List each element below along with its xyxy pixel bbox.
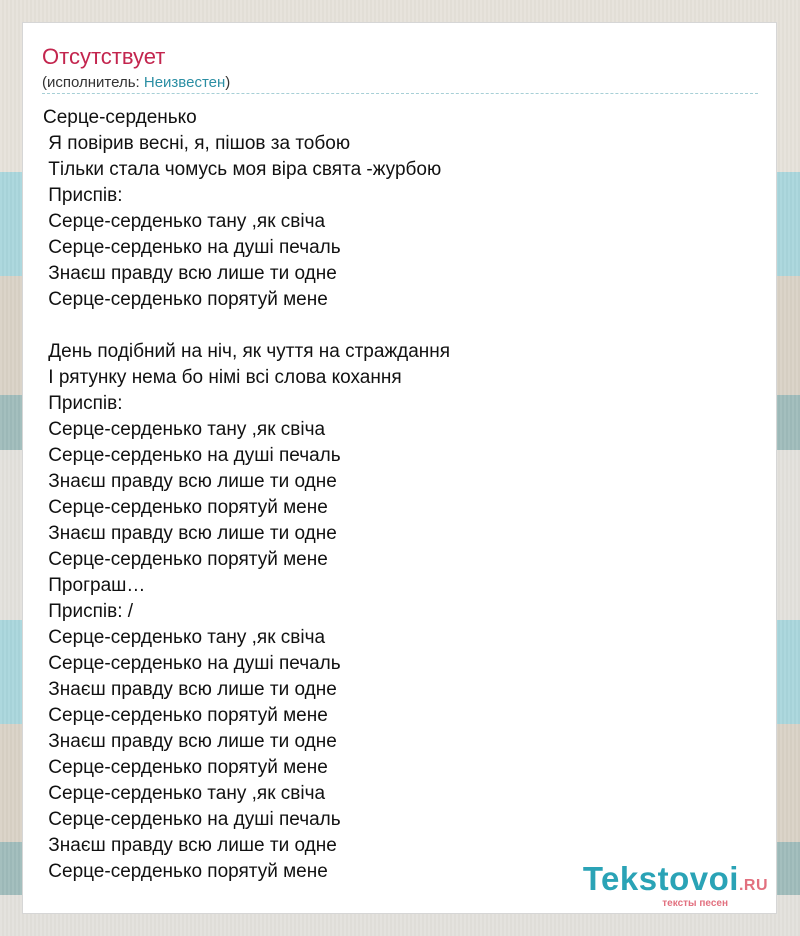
lyric-line: Серце-серденько на душі печаль [43, 653, 341, 674]
lyric-line: Серце-серденько на душі печаль [43, 237, 341, 258]
lyric-line: Серце-серденько порятуй мене [43, 549, 328, 570]
song-title: Отсутствует [42, 44, 166, 69]
lyrics-card [22, 22, 777, 914]
lyric-line: Знаєш правду всю лише ти одне [43, 679, 337, 700]
lyric-line: Знаєш правду всю лише ти одне [43, 471, 337, 492]
lyric-line [43, 313, 743, 339]
lyric-line: Приспів: [43, 393, 123, 414]
lyric-line: Серце-серденько на душі печаль [43, 809, 341, 830]
lyric-line: Серце-серденько [43, 107, 197, 128]
lyric-line: Серце-серденько тану ,як свіча [43, 211, 326, 232]
lyric-line: Я повірив весні, я, пішов за тобою [43, 133, 351, 154]
lyric-line: Серце-серденько порятуй мене [43, 705, 328, 726]
lyric-line: Серце-серденько порятуй мене [43, 497, 328, 518]
lyric-line: Серце-серденько тану ,як свіча [43, 783, 326, 804]
lyric-line: Приспів: / [43, 601, 134, 622]
lyric-line: Тільки стала чомусь моя віра свята -журбою [43, 159, 442, 180]
lyric-line: Знаєш правду всю лише ти одне [43, 731, 337, 752]
lyric-line: Серце-серденько тану ,як свіча [43, 627, 326, 648]
lyric-line: Знаєш правду всю лише ти одне [43, 263, 337, 284]
lyric-line: Знаєш правду всю лише ти одне [43, 835, 337, 856]
site-logo[interactable] [583, 861, 768, 909]
logo-main-text: Tekstovoi [582, 860, 739, 897]
artist-line [42, 74, 230, 92]
logo-tagline: тексты песен [662, 898, 728, 909]
logo-tld: .RU [738, 877, 768, 894]
lyric-line: Серце-серденько на душі печаль [43, 445, 341, 466]
lyric-line: Серце-серденько тану ,як свіча [43, 419, 326, 440]
artist-link[interactable]: Неизвестен [143, 74, 226, 91]
lyric-line: Приспів: [43, 185, 123, 206]
lyric-line: Серце-серденько порятуй мене [43, 861, 328, 882]
lyric-line: І рятунку нема бо німі всі слова кохання [43, 367, 402, 388]
lyric-line: Серце-серденько порятуй мене [43, 757, 328, 778]
artist-prefix: (исполнитель: [42, 74, 144, 91]
divider [42, 93, 758, 94]
lyric-line: Серце-серденько порятуй мене [43, 289, 328, 310]
lyric-line: Програш… [43, 575, 146, 596]
lyric-line: Знаєш правду всю лише ти одне [43, 523, 337, 544]
artist-suffix: ) [225, 74, 231, 91]
lyrics-body [43, 105, 743, 885]
lyric-line: День подібний на ніч, як чуття на страждання [43, 341, 451, 362]
